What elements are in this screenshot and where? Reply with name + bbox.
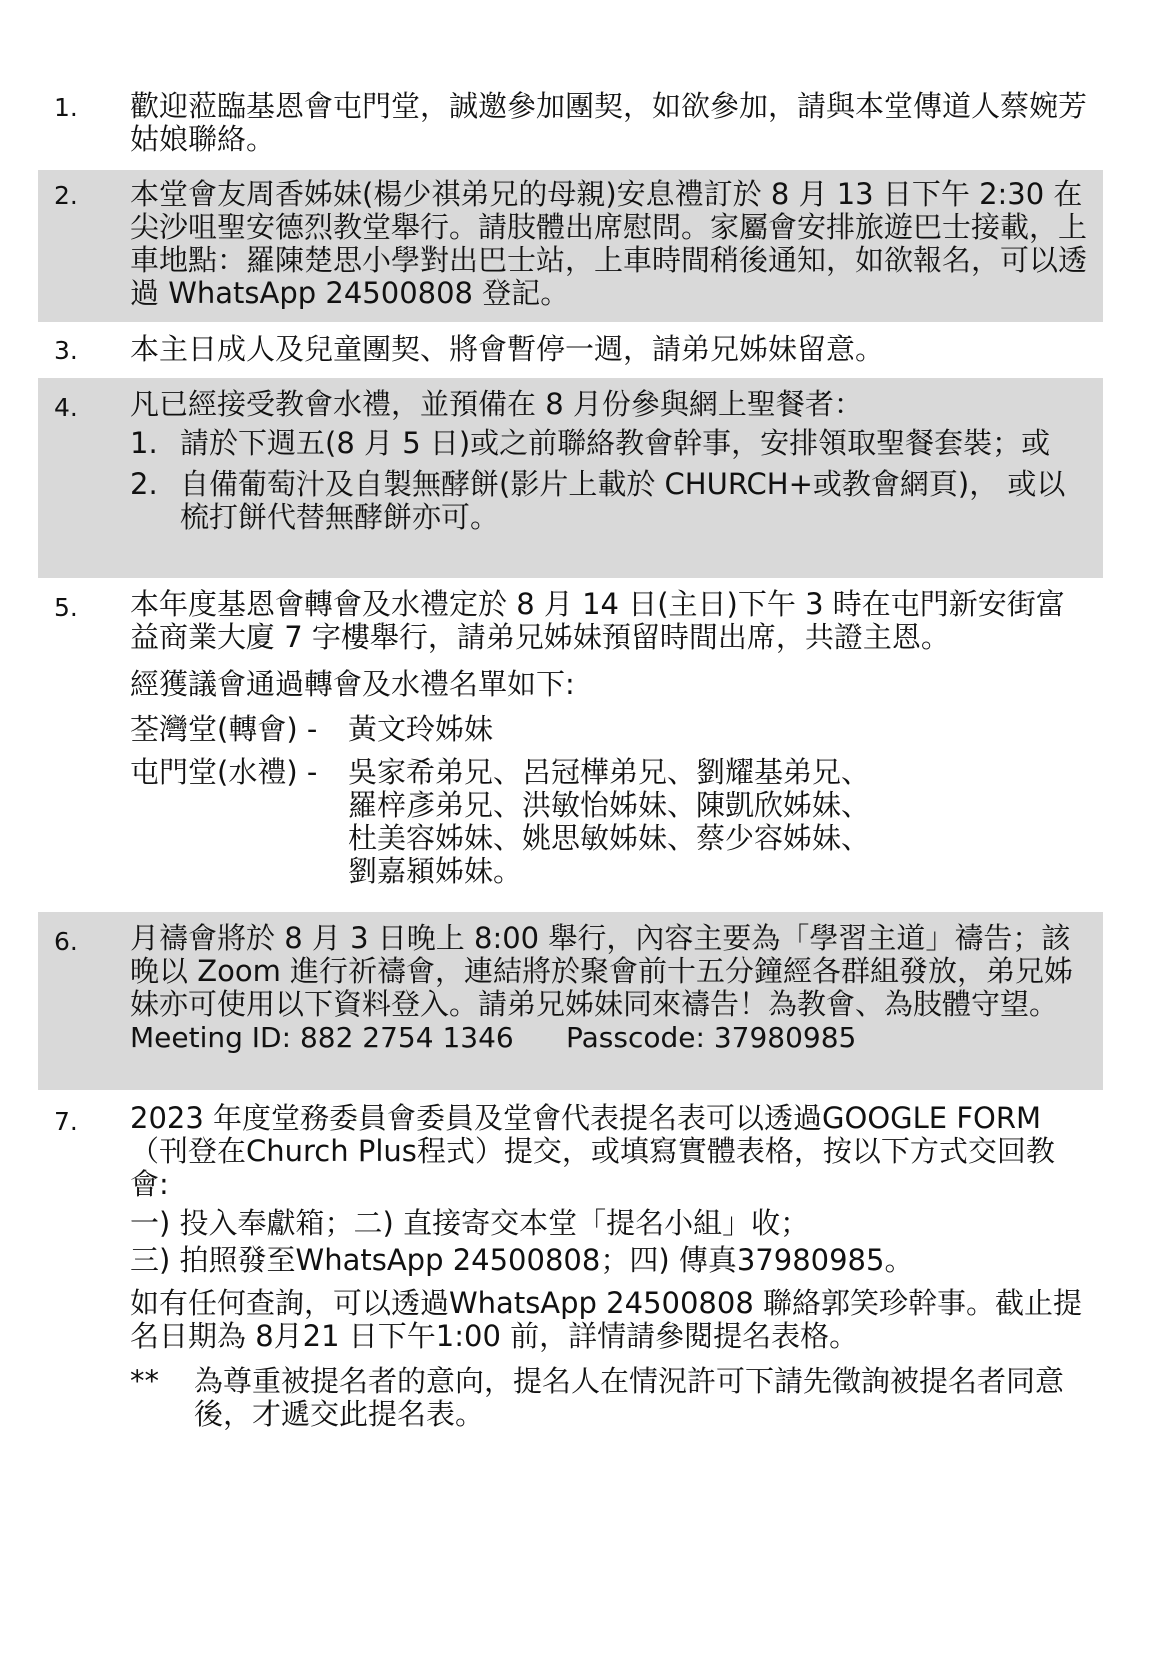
item-body: [130, 922, 1093, 1054]
item-text: 本主日成人及兒童團契、將會暫停一週，請弟兄姊妹留意。: [130, 332, 885, 366]
note-mark: **: [130, 1364, 159, 1398]
item-body: [130, 588, 1093, 888]
sub-item-text: 請於下週五(8 月 5 日)或之前聯絡教會幹事，安排領取聖餐套裝；或: [180, 426, 1051, 460]
names: 黃文玲姊妹: [348, 712, 494, 746]
item-number: 5.: [54, 593, 78, 622]
meeting-id: Meeting ID: 882 2754 1346: [130, 1021, 514, 1054]
item-number: 6.: [54, 927, 78, 956]
item-number: 1.: [54, 93, 78, 122]
item-number: 4.: [54, 393, 78, 422]
item-text: 凡已經接受教會水禮，並預備在 8 月份參與網上聖餐者：: [130, 387, 863, 421]
notice-item-1: [38, 84, 1103, 164]
item-text: 本堂會友周香姊妹(楊少祺弟兄的母親)安息禮訂於 8 月 13 日下午 2:30 在尖沙咀聖安德烈教堂舉行。請肢體出席慰問。家屬會安排旅遊巴士接載，上車地點：羅陳楚思小學對出巴士站，上車時間稍後通知，如欲報名，可以透過 WhatsApp 24500808 登記。: [130, 177, 1088, 310]
note-text: 為尊重被提名者的意向，提名人在情況許可下請先徵詢被提名者同意後，才遞交此提名表。: [194, 1364, 1065, 1431]
notice-item-3: [38, 327, 1103, 373]
notice-item-2: [38, 170, 1103, 322]
item-text: 本年度基恩會轉會及水禮定於 8 月 14 日(主日)下午 3 時在屯門新安街富益商業大廈 7 字樓舉行，請弟兄姊妹預留時間出席，共證主恩。: [130, 587, 1065, 654]
name-line: 羅梓彥弟兄、洪敏怡姊妹、陳凱欣姊妹、: [348, 788, 871, 822]
name-line: 吳家希弟兄、呂冠樺弟兄、劉耀基弟兄、: [348, 755, 871, 789]
return-method: 一) 投入奉獻箱；二) 直接寄交本堂「提名小組」收；: [130, 1206, 810, 1240]
church-label: 荃灣堂(轉會) -: [130, 712, 318, 746]
enquiry-text: 如有任何查詢，可以透過WhatsApp 24500808 聯絡郭笑珍幹事。截止提名日期為 8月21 日下午1:00 前，詳情請參閱提名表格。: [130, 1286, 1083, 1353]
item-number: 3.: [54, 336, 78, 365]
name-list-row: [130, 713, 1093, 746]
names: [348, 756, 1093, 888]
item-body: [130, 1102, 1093, 1431]
sub-item: [130, 427, 1093, 460]
item-text: 2023 年度堂務委員會委員及堂會代表提名表可以透過GOOGLE FORM（刊登在Church Plus程式）提交，或填寫實體表格，按以下方式交回教會:: [130, 1101, 1055, 1201]
item-text: 歡迎蒞臨基恩會屯門堂，誠邀參加團契，如欲參加，請與本堂傳道人蔡婉芳姑娘聯絡。: [130, 89, 1088, 156]
church-label: 屯門堂(水禮) -: [130, 755, 318, 789]
note: [130, 1365, 1093, 1431]
sub-item-text: 自備葡萄汁及自製無酵餅(影片上載於 CHURCH+或教會網頁)， 或以梳打餅代替無酵餅亦可。: [180, 467, 1066, 534]
item-body: [130, 388, 1093, 534]
sub-item-number: 1.: [130, 426, 158, 460]
notice-item-4: [38, 378, 1103, 578]
sub-item: [130, 468, 1093, 534]
name-list-row: [130, 756, 1093, 888]
sub-item-number: 2.: [130, 467, 158, 501]
item-number: 2.: [54, 181, 78, 210]
item-number: 7.: [54, 1107, 78, 1136]
list-title: 經獲議會通過轉會及水禮名單如下:: [130, 667, 575, 701]
notice-item-5: [38, 582, 1103, 912]
zoom-login: [130, 1021, 1093, 1054]
name-line: 杜美容姊妹、姚思敏姊妹、蔡少容姊妹、: [348, 821, 871, 855]
passcode: Passcode: 37980985: [566, 1021, 857, 1054]
notice-item-6: [38, 912, 1103, 1090]
item-text: 月禱會將於 8 月 3 日晚上 8:00 舉行，內容主要為「學習主道」禱告；該晚以 Zoom 進行祈禱會，連結將於聚會前十五分鐘經各群組發放，弟兄姊妹亦可使用以下資料登入。請弟兄姊妹同來禱告！為教會、為肢體守望。: [130, 921, 1074, 1021]
notice-item-7: [38, 1098, 1103, 1431]
return-method: 三) 拍照發至WhatsApp 24500808；四) 傳真37980985。: [130, 1243, 914, 1277]
name-line: 劉嘉潁姊妹。: [348, 854, 523, 888]
